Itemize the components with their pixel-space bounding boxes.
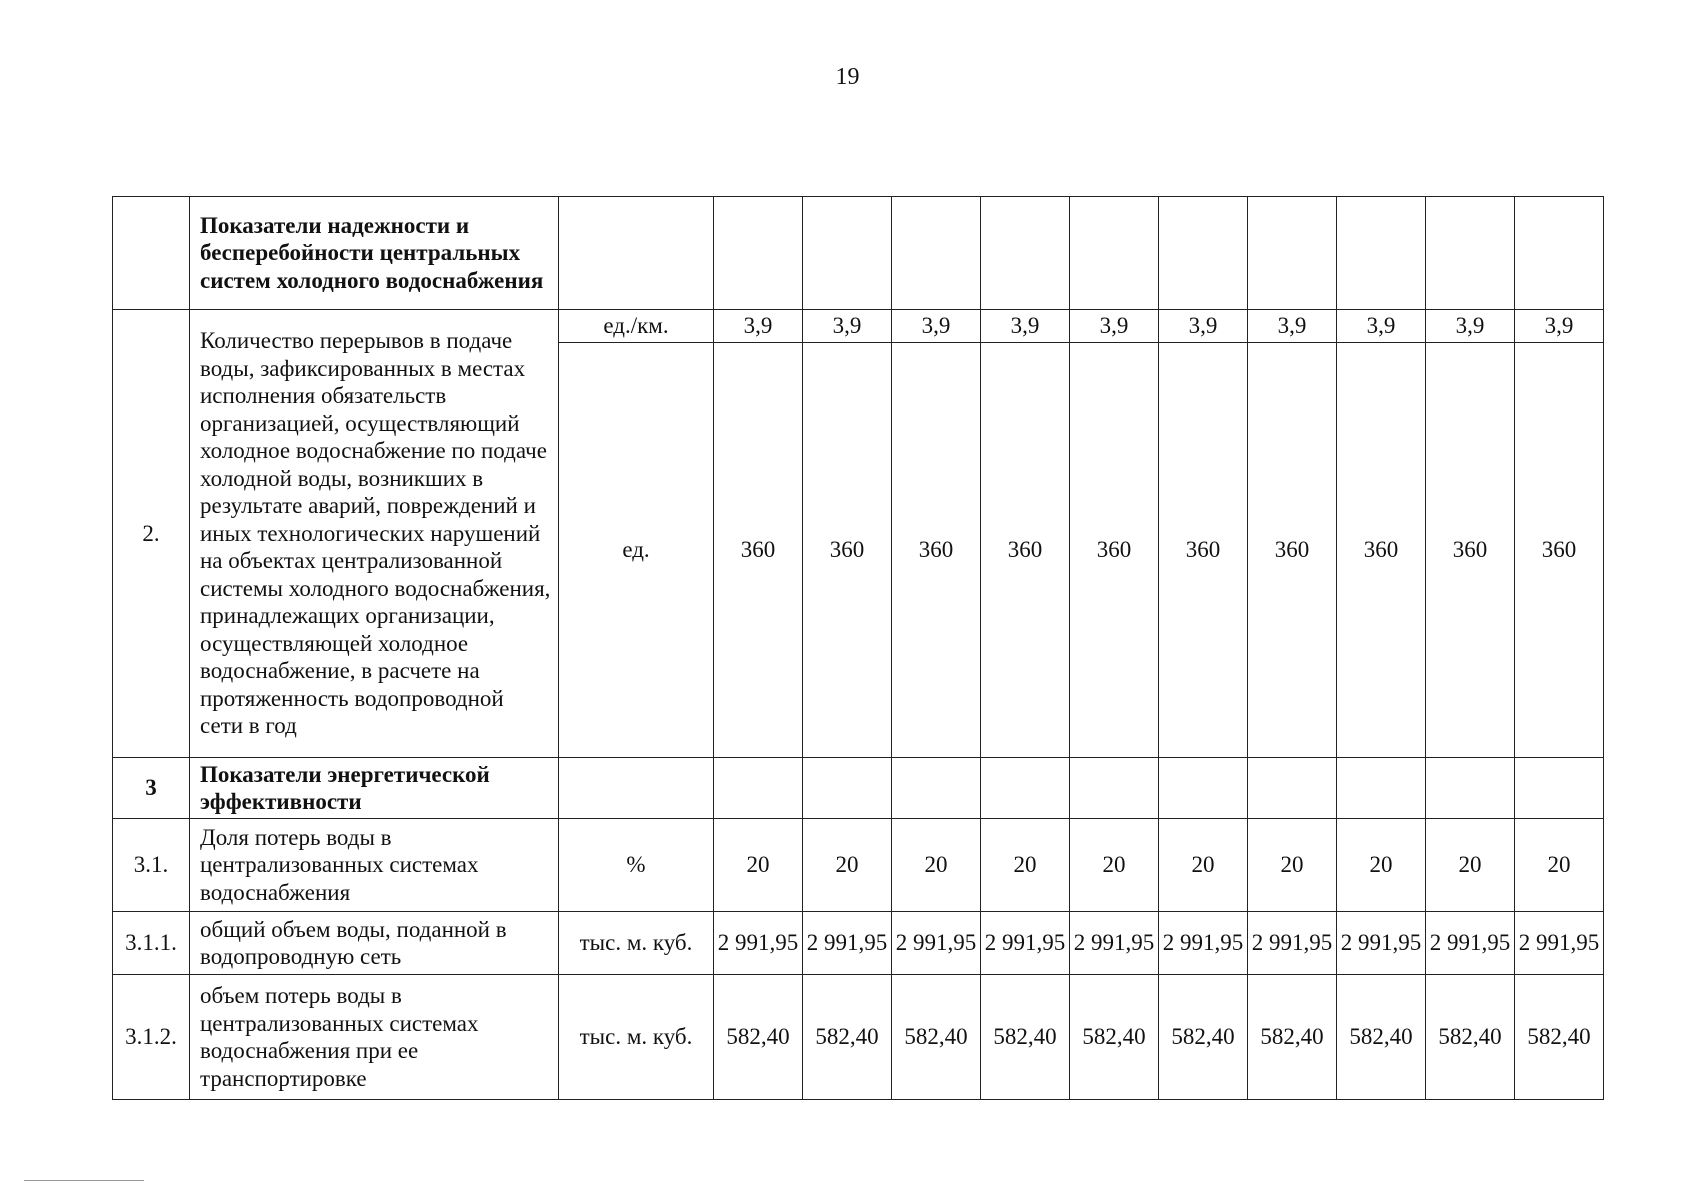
value-cell	[1426, 197, 1515, 310]
value-cell	[1248, 758, 1337, 819]
indicator-name: Доля потерь воды в централизованных системах водоснабжения	[190, 819, 559, 912]
row-number: 3.1.	[113, 819, 190, 912]
value-cell: 2 991,95	[714, 912, 803, 975]
value-cell: 582,40	[1248, 975, 1337, 1100]
value-cell	[1337, 197, 1426, 310]
table-row	[113, 975, 1604, 1100]
unit-cell: тыс. м. куб.	[559, 912, 714, 975]
scan-artifact-line	[24, 1180, 144, 1181]
value-cell: 2 991,95	[803, 912, 892, 975]
value-cell: 582,40	[1070, 975, 1159, 1100]
table-row	[113, 310, 1604, 343]
row-number: 3.1.1.	[113, 912, 190, 975]
value-cell: 20	[1515, 819, 1604, 912]
value-cell	[1426, 758, 1515, 819]
value-cell: 3,9	[803, 310, 892, 343]
value-cell: 2 991,95	[1248, 912, 1337, 975]
page-number: 19	[835, 64, 860, 90]
value-cell: 3,9	[981, 310, 1070, 343]
value-cell: 582,40	[1426, 975, 1515, 1100]
value-cell: 20	[1159, 819, 1248, 912]
value-cell	[1070, 758, 1159, 819]
value-cell	[1159, 197, 1248, 310]
value-cell: 582,40	[892, 975, 981, 1100]
value-cell: 582,40	[1515, 975, 1604, 1100]
value-cell	[714, 197, 803, 310]
value-cell: 360	[1070, 343, 1159, 758]
value-cell: 2 991,95	[981, 912, 1070, 975]
table-row	[113, 758, 1604, 819]
row-number: 2.	[113, 310, 190, 758]
value-cell: 582,40	[981, 975, 1070, 1100]
value-cell: 20	[1248, 819, 1337, 912]
table-row	[113, 197, 1604, 310]
value-cell	[892, 758, 981, 819]
unit-cell: ед./км.	[559, 310, 714, 343]
table-row	[113, 912, 1604, 975]
value-cell: 582,40	[1159, 975, 1248, 1100]
value-cell	[714, 758, 803, 819]
table-row	[113, 819, 1604, 912]
unit-cell	[559, 758, 714, 819]
unit-cell: %	[559, 819, 714, 912]
value-cell: 3,9	[1426, 310, 1515, 343]
value-cell: 582,40	[803, 975, 892, 1100]
value-cell: 360	[1248, 343, 1337, 758]
value-cell: 2 991,95	[1515, 912, 1604, 975]
value-cell: 3,9	[1248, 310, 1337, 343]
value-cell: 360	[1515, 343, 1604, 758]
value-cell: 2 991,95	[1337, 912, 1426, 975]
value-cell	[1070, 197, 1159, 310]
value-cell: 20	[1337, 819, 1426, 912]
value-cell: 3,9	[1159, 310, 1248, 343]
value-cell	[803, 197, 892, 310]
value-cell: 3,9	[1337, 310, 1426, 343]
unit-cell: тыс. м. куб.	[559, 975, 714, 1100]
section-title: Показатели надежности и бесперебойности центральных систем холодного водоснабжения	[190, 197, 559, 310]
value-cell	[803, 758, 892, 819]
value-cell: 3,9	[1515, 310, 1604, 343]
value-cell: 360	[1426, 343, 1515, 758]
value-cell: 582,40	[714, 975, 803, 1100]
value-cell	[892, 197, 981, 310]
row-number	[113, 197, 190, 310]
value-cell: 2 991,95	[1159, 912, 1248, 975]
value-cell: 20	[803, 819, 892, 912]
value-cell	[1515, 758, 1604, 819]
value-cell: 2 991,95	[1070, 912, 1159, 975]
value-cell: 360	[803, 343, 892, 758]
value-cell: 360	[892, 343, 981, 758]
value-cell	[1159, 758, 1248, 819]
value-cell: 20	[1070, 819, 1159, 912]
value-cell: 3,9	[1070, 310, 1159, 343]
value-cell: 20	[714, 819, 803, 912]
row-number: 3.1.2.	[113, 975, 190, 1100]
indicator-name: Количество перерывов в подаче воды, зафиксированных в местах исполнения обязательств организацией, осуществляющий холодное водоснабжение по подаче холодной воды, возникших в результате аварий, повреждений и иных технологических нарушений на объектах централизованной системы холодного водоснабжения, принадлежащих организации, осуществляющей холодное водоснабжение, в расчете на протяженность водопроводной сети в год	[190, 310, 559, 758]
unit-cell	[559, 197, 714, 310]
value-cell: 20	[892, 819, 981, 912]
value-cell	[1248, 197, 1337, 310]
row-number: 3	[113, 758, 190, 819]
value-cell	[981, 758, 1070, 819]
unit-cell: ед.	[559, 343, 714, 758]
value-cell: 360	[714, 343, 803, 758]
value-cell	[981, 197, 1070, 310]
value-cell: 2 991,95	[892, 912, 981, 975]
value-cell: 20	[1426, 819, 1515, 912]
value-cell: 360	[1337, 343, 1426, 758]
value-cell: 582,40	[1337, 975, 1426, 1100]
value-cell: 3,9	[892, 310, 981, 343]
value-cell	[1337, 758, 1426, 819]
indicators-table	[112, 196, 1604, 1100]
value-cell: 2 991,95	[1426, 912, 1515, 975]
value-cell	[1515, 197, 1604, 310]
value-cell: 20	[981, 819, 1070, 912]
value-cell: 3,9	[714, 310, 803, 343]
value-cell: 360	[981, 343, 1070, 758]
section-title: Показатели энергетической эффективности	[190, 758, 559, 819]
indicator-name: общий объем воды, поданной в водопроводную сеть	[190, 912, 559, 975]
indicator-name: объем потерь воды в централизованных системах водоснабжения при ее транспортировке	[190, 975, 559, 1100]
value-cell: 360	[1159, 343, 1248, 758]
